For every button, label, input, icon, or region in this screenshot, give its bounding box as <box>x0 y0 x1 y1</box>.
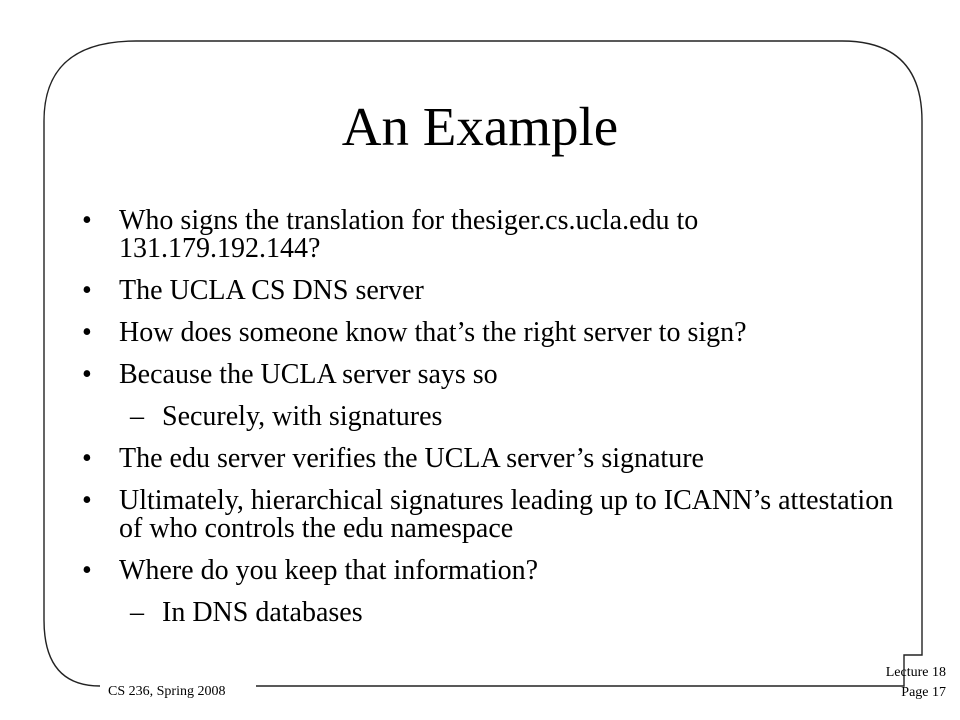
bullet-text: The edu server verifies the UCLA server’s signature <box>119 443 704 474</box>
bullet-item <box>76 207 896 263</box>
bullet-text: How does someone know that’s the right server to sign? <box>119 317 747 348</box>
bullet-marker: • <box>82 485 92 516</box>
bullet-item <box>76 319 896 347</box>
bullet-item <box>76 361 896 389</box>
sub-bullet-item <box>76 599 896 627</box>
bullet-item <box>76 557 896 585</box>
bullet-marker: • <box>82 359 92 390</box>
bullet-item <box>76 445 896 473</box>
slide-title: An Example <box>341 96 619 157</box>
bullet-text: Who signs the translation for thesiger.cs.ucla.edu to 131.179.192.144? <box>119 205 699 264</box>
bullet-marker: • <box>82 317 92 348</box>
dash-marker: – <box>130 597 144 628</box>
bullet-text: In DNS databases <box>162 597 363 628</box>
bullet-item <box>76 487 896 543</box>
footer-lecture-info <box>826 663 946 703</box>
bullet-text: The UCLA CS DNS server <box>119 275 424 306</box>
page-number: Page 17 <box>901 685 946 700</box>
bullet-marker: • <box>82 443 92 474</box>
dash-marker: – <box>130 401 144 432</box>
bullet-item <box>76 277 896 305</box>
sub-bullet-item <box>76 403 896 431</box>
bullet-marker: • <box>82 555 92 586</box>
lecture-number: Lecture 18 <box>885 665 946 680</box>
bullet-text: Because the UCLA server says so <box>119 359 498 390</box>
bullet-text: Where do you keep that information? <box>119 555 539 586</box>
footer-course-label: CS 236, Spring 2008 <box>108 684 226 699</box>
bullet-marker: • <box>82 275 92 306</box>
bullet-text: Ultimately, hierarchical signatures leading up to ICANN’s attestation of who controls the edu namespace <box>119 485 894 544</box>
bullet-list <box>76 207 896 641</box>
bullet-marker: • <box>82 205 92 236</box>
bullet-text: Securely, with signatures <box>162 401 443 432</box>
